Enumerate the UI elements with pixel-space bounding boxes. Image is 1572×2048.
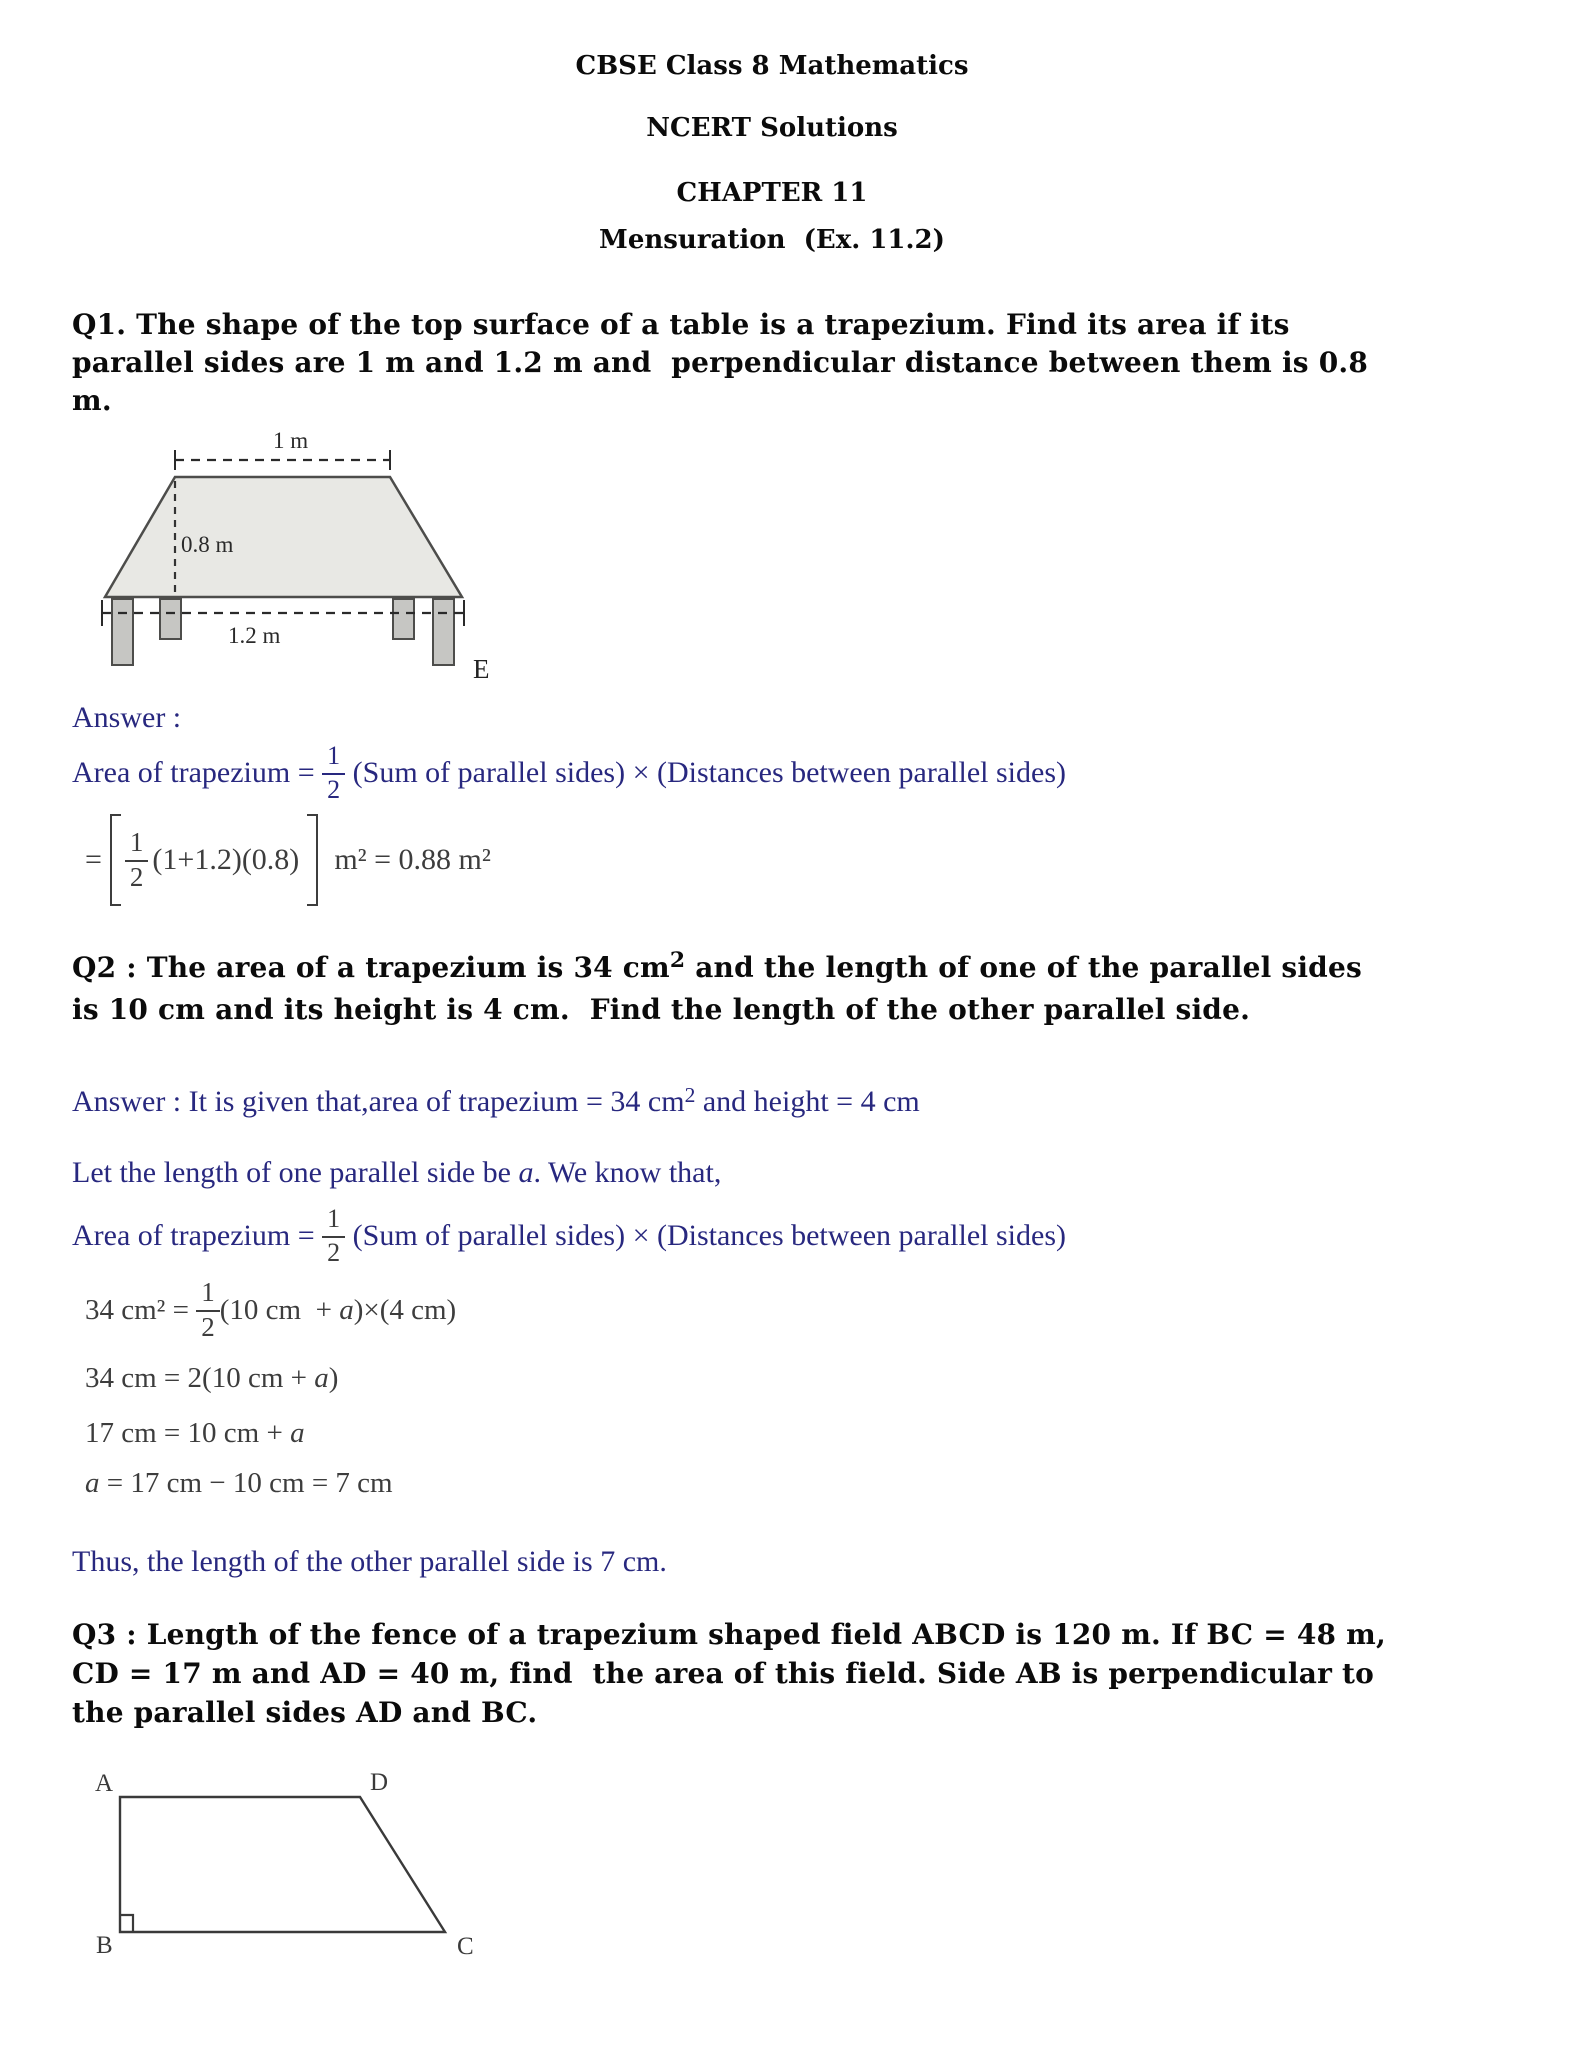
calc-inner: (1+1.2)(0.8): [152, 843, 300, 876]
table-leg: [393, 599, 414, 639]
question-1: [72, 306, 1368, 420]
vertex-label-a: A: [95, 1770, 114, 1797]
variable-a: a: [314, 1362, 329, 1394]
q1-calculation: [85, 814, 491, 906]
fraction-one-half: $\frac{1}{2}$: [125, 829, 149, 891]
formula-suffix: (Sum of parallel sides) × (Distances between parallel sides): [345, 1219, 1066, 1252]
superscript-2: 2: [684, 1082, 696, 1107]
equals-sign: =: [85, 843, 102, 876]
question-2-line: is 10 cm and its height is 4 cm. Find the length of the other parallel side.: [72, 993, 1251, 1026]
answer-2-given: Answer : It is given that,area of trapezium = 34 cm2 and height = 4 cm: [72, 1082, 920, 1124]
answer-2-let-line: Let the length of one parallel side be a. We know that,: [72, 1156, 722, 1189]
question-3: [72, 1615, 1386, 1732]
question-3-line: Q3 : Length of the fence of a trapezium shaped field ABCD is 120 m. If BC = 48 m,: [72, 1618, 1386, 1651]
calc-result: m² = 0.88 m²: [334, 843, 491, 876]
formula-prefix: Area of trapezium =: [72, 1219, 323, 1252]
right-angle-mark: [120, 1915, 133, 1932]
vertex-label-d: D: [370, 1769, 389, 1796]
right-bracket: [307, 814, 318, 906]
math-step-3: 17 cm = 10 cm + a: [85, 1417, 305, 1449]
question-3-line: the parallel sides AD and BC.: [72, 1696, 538, 1729]
answer-1-label: Answer :: [72, 701, 182, 734]
answer-2-conclusion: Thus, the length of the other parallel side is 7 cm.: [72, 1545, 667, 1578]
table-leg: [433, 599, 454, 665]
area-formula-line-2: [72, 1200, 1066, 1272]
field-trapezium: [120, 1797, 445, 1932]
figure1-height-label: 0.8 m: [181, 532, 234, 557]
question-1-line: Q1. The shape of the top surface of a table is a trapezium. Find its area if its: [72, 308, 1290, 341]
doc-title: CBSE Class 8 Mathematics: [575, 51, 969, 81]
chapter-heading: CHAPTER 11: [676, 178, 868, 208]
question-1-line: parallel sides are 1 m and 1.2 m and perpendicular distance between them is 0.8: [72, 346, 1369, 379]
math-step-2: 34 cm = 2(10 cm + a): [85, 1362, 339, 1394]
formula-suffix: (Sum of parallel sides) × (Distances between parallel sides): [345, 756, 1066, 789]
question-2-line: Q2 : The area of a trapezium is 34 cm2 and the length of one of the parallel sides: [72, 948, 1362, 990]
vertex-label-c: C: [457, 1933, 474, 1960]
variable-a: a: [339, 1293, 354, 1326]
math-step-1: 34 cm² = $\frac{1}{2}$ (10 cm + a )×(4 cm): [85, 1276, 457, 1342]
area-formula-line-1: [72, 738, 1066, 808]
vertex-label-b: B: [96, 1932, 113, 1959]
figure1-corner-label: E: [473, 654, 490, 682]
fraction-one-half: $\frac{1}{2}$: [322, 743, 345, 803]
left-bracket: [110, 814, 121, 906]
fraction-one-half: $\frac{1}{2}$: [322, 1206, 345, 1266]
fraction-one-half: $\frac{1}{2}$: [196, 1279, 220, 1341]
table-leg: [112, 599, 133, 665]
question-3-line: CD = 17 m and AD = 40 m, find the area of this field. Side AB is perpendicular to: [72, 1657, 1375, 1690]
doc-subtitle: NCERT Solutions: [646, 113, 898, 143]
variable-a: a: [85, 1467, 100, 1499]
trapezium-table-figure: [95, 424, 495, 682]
figure1-bottom-length-label: 1.2 m: [228, 623, 281, 648]
figure1-top-length-label: 1 m: [273, 428, 309, 453]
variable-a: a: [518, 1156, 534, 1189]
exercise-heading: Mensuration (Ex. 11.2): [599, 225, 945, 255]
question-1-line: m.: [72, 384, 112, 417]
trapezium-abcd-figure: [90, 1765, 490, 1965]
question-2: [72, 948, 1362, 1030]
variable-a: a: [290, 1417, 305, 1449]
formula-prefix: Area of trapezium =: [72, 756, 323, 789]
table-leg: [160, 599, 181, 639]
table-top-trapezium: [105, 477, 462, 597]
superscript-2: 2: [669, 946, 686, 973]
math-step-4: a = 17 cm − 10 cm = 7 cm: [85, 1467, 393, 1499]
